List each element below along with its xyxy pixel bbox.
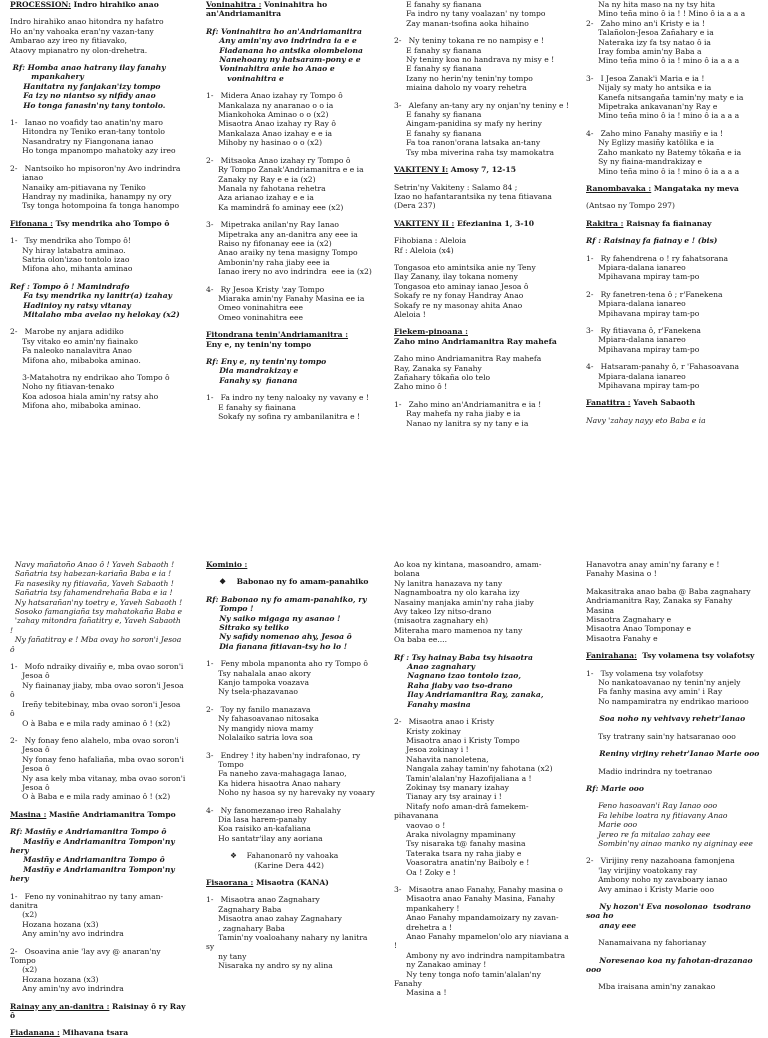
section-heading bbox=[586, 398, 762, 407]
section-heading bbox=[10, 1028, 186, 1037]
verse-text: E fanahy sy fianana Fa indro ny tany voalazan' ny tompo Zay manan-tsofina aoka hihaino bbox=[406, 0, 546, 28]
column bbox=[384, 560, 576, 1024]
column bbox=[0, 0, 192, 535]
verse-text: Mba iraisana amin'ny zanakao bbox=[586, 982, 716, 992]
verse-text: 1- Misaotra anao Zagnahary Zagnahary Baba Misaotra anao zahay Zagnahary , zagnahary Baba Tamin'ny voaloahany nahary ny lanitra sy ny tany Nisaraka ny andro sy ny alina bbox=[206, 895, 368, 971]
refrain-text: Ny hozon'i Eva nosolonao tsodrano soa ho anay eee bbox=[586, 901, 751, 930]
verse-text: Nanamaivana ny fahorianay bbox=[586, 938, 707, 948]
section-label: Fiadanana : bbox=[10, 1028, 60, 1038]
refrain-text: Soa noho ny vehivavy rehetr'Ianao bbox=[586, 714, 746, 724]
section-title: Zaho mino Andriamanitra Ray mahefa bbox=[394, 336, 557, 346]
section-label: Fiekem-pinoana : bbox=[394, 327, 468, 337]
verse-text: 4- Hatsaram-panahy ô, r 'Fahasoavana Mpiara-dalana ianareo Mpihavana mpiray tam-po bbox=[586, 362, 740, 390]
refrain-text: Rf: Voninahitra ho an'Andriamanitra Any amin'ny avo indrindra ia e e Fiadanana ho antsika olombelona Nanehoany ny hatsaram-pony e e Voninahitra anie ho Anao e voninahitra e bbox=[206, 26, 363, 83]
section-heading bbox=[10, 1002, 186, 1021]
verse-text: ❖ Babonao ny fo amam-panahiko bbox=[206, 577, 369, 587]
verse-text: 2- Ry fanetren-tena ô ; r'Fanekena Mpiara-dalana ianareo Mpihavana mpiray tam-po bbox=[586, 289, 723, 318]
verse-text: Tongasoa eto amintsika anie ny Teny Ilay Zanany, ilay tokana nomeny Tongasoa eto aminay ianao Jesoa ô Sokafy re ny fonay Handray Anao Sokafy re ny masonay ahita Anao Aleloia ! bbox=[394, 262, 536, 319]
section-heading bbox=[394, 165, 570, 174]
section-heading bbox=[394, 327, 570, 346]
section-label: Fanirahana: bbox=[586, 651, 637, 661]
section-label: VAKITENY II : bbox=[394, 218, 455, 228]
section-heading bbox=[586, 184, 762, 193]
section-label: VAKITENY I: bbox=[394, 165, 449, 175]
section-label: Voninahitra : bbox=[206, 0, 262, 9]
verse-text: ❖ Fahanonarô ny vahoaka (Karine Dera 442) bbox=[230, 851, 339, 870]
verse-text: Zaho mino Andriamanitra Ray mahefa Ray, Zanaka sy Fanahy Zañahary tôkaña olo telo Zaho mino ô ! bbox=[394, 354, 542, 392]
section-label: Kominio : bbox=[206, 560, 248, 569]
verse-text: 2- Ny fonay feno alahelo, mba ovao soron'i Jesoa ô Ny fonay feno hafaliaña, mba ovao soron'i Jesoa ô Ny asa kely mba vitanay, mba ovao soron'i Jesoa ô O à Baba e e mila rady aminao ô ! (x2) bbox=[10, 735, 186, 802]
column bbox=[192, 560, 384, 1024]
verse-text: 2- Ny teniny tokana re no nampisy e ! E fanahy sy fianana Ny teniny koa no handrava ny misy e ! E fanahy sy fianana Izany no herin'ny tenin'ny tompo miaina daholo ny voary rehetra bbox=[394, 36, 555, 93]
verse-text: 2- Misaotra anao i Kristy Kristy zokinay Misaotra anao i Kristy Tompo Jesoa zokinay i ! Nahavita nanoletena, Nangala zahay tamin'ny fahotana (x2) Tamin'alalan'ny Hazofijaliana a ! Zokinay tsy manary izahay Tianay ary tsy arainay i ! Nitafy nofo aman-drâ famekem-pihavanana vaovao o ! Araka nivolagny mpaminany Tsy nisaraka t@ fanahy masina Tateraka tsara ny raha jiaby e Voasoratra anatin'ny Baiboly e ! Oa ! Zoky e ! bbox=[394, 717, 553, 877]
refrain-text: Rf: Babonao ny fo amam-panahiko, ry Tompo ! Ny saiko migaga ny asanao ! Sitrako sy teliko Ny safidy nomenao ahy, Jesoa ô Dia fianana fitiavan-tsy ho lo ! bbox=[206, 594, 367, 651]
section-heading bbox=[394, 219, 570, 228]
section-heading bbox=[206, 878, 378, 887]
column bbox=[576, 560, 768, 1024]
section-label: Masina : bbox=[10, 809, 47, 819]
section-title: Indro hirahiko anao bbox=[70, 0, 159, 9]
verse-text: 2- Virijiny reny nazahoana famonjena 'lay virijiny voatokany ray Ambony noho ny zavaboary ianao Avy aminao i Kristy Marie ooo bbox=[586, 856, 735, 894]
verse-text: 3-Matahotra ny endrikao aho Tompo ô Noho ny fitiavan-tenako Koa adosoa hiala amin'ny ratsy aho Mifona aho, mibaboka aminao. bbox=[22, 373, 170, 411]
section-title: Tsy mendrika aho Tompo ô bbox=[52, 218, 170, 228]
column bbox=[0, 560, 192, 1038]
section-title: Masiñe Andriamanitra Tompo bbox=[46, 809, 176, 819]
verse-text: Makasitraka anao baba @ Baba zagnahary Andriamanitra Ray, Zanaka sy Fanahy Masina Misaotra Zagnahary e Misaotra Anao Tomponay e Misaotra Fanahy e bbox=[586, 586, 751, 643]
section-heading bbox=[10, 219, 186, 228]
verse-text: Madio indrindra ny toetranao bbox=[586, 766, 713, 776]
section-label: Rakitra : bbox=[586, 218, 624, 228]
section-heading bbox=[586, 651, 762, 660]
section-heading bbox=[10, 810, 186, 819]
section-title: Voninahitra ho an'Andriamanitra bbox=[206, 0, 328, 19]
verse-text: 1- Feny mbola mpanonta aho ry Tompo ô Tsy nahalala anao akory Kanjo tampoka voazava Ny tsela-phazavanao bbox=[206, 659, 368, 697]
verse-text: Tsy tratrany sain'ny hatsaranao ooo bbox=[586, 731, 736, 741]
verse-text: 2- Osoavina anie 'lay avy @ anaran'ny Tompo (x2) Hozana hozana (x3) Any amin'ny avo indrindra bbox=[10, 946, 161, 994]
refrain-text: Rf: Masiñy e Andriamanitra Tompo ô Masiñy e Andriamanitra Tompon'ny hery Masiñy e Andriamanitra Tompo ô Masiñy e Andriamanitra Tompon'ny hery bbox=[10, 827, 175, 884]
section-label: Rainay any an-danitra : bbox=[10, 1001, 110, 1011]
refrain-text: Reniny virjiny rehetr'Ianao Marie ooo bbox=[586, 749, 760, 759]
verse-text: 3- Alefany an-tany ary ny onjan'ny teniny e ! E fanahy sy fianana Aingam-panidina sy mafy ny heriny E fanahy sy fianana Fa toa ranon'orana latsaka an-tany Tsy mba miverina raha tsy mamokatra bbox=[394, 100, 569, 157]
verse-text: 2- Toy ny fanilo manazava Ny fahasoavanao nitosaka Ny mangidy niova mamy Nolalaiko satria lova soa bbox=[206, 704, 319, 743]
column bbox=[576, 0, 768, 535]
verse-text: 4- Ny fanomezanao ireo Rahalahy Dia lasa harem-panahy Koa raisiko an-kafaliana Ho santatr'ilay any aoriana bbox=[206, 805, 341, 843]
verse-text: (Antsao ny Tompo 297) bbox=[586, 201, 675, 211]
verse-text: Setrin'ny Vakiteny : Salamo 84 ; Izao no hafantarantsika ny tena fitiavana (Dera 237) bbox=[394, 182, 552, 211]
refrain-text: Navy mañatoño Anao ô ! Yaveh Sabaoth ! Sañatria tsy habezan-kariaña Baba e ia ! Fa nasesiky ny fitiavaña, Yaveh Sabaoth ! Sañatria tsy fahamendrehaña Baba e ia ! Ny hatsarañan'ny toetry e, Yaveh Sabaoth ! Sosoko famangiaña tsy mahatokaña Baba e 'zahay mitondra fañatitry e, Yaveh Sabaoth ! Ny fañatitray e ! Mba ovay ho soron'i Jesoa ô bbox=[10, 560, 183, 654]
verse-text: Na ny hita maso na ny tsy hita Mino teña mino ô ia ! ! Mino ô ia a a a 2- Zaho mino an'i Kristy e ia ! Talañolon-Jesoa Zañahary e ia Nateraka izy fa tsy natao ô ia Iray fomba amin'ny Baba a Mino teña mino ô ia ! mino ô ia a a a bbox=[586, 0, 746, 66]
section-heading bbox=[206, 0, 378, 19]
section-title: Mangataka ny meva bbox=[651, 183, 739, 193]
verse-text: 3- I Jesoa Zanak'i Maria e ia ! Nijaly sy maty ho antsika e ia Kanefa nitsangaña tamin'ny maty e ia Mipetraka ankavanan'ny Ray e Mino teña mino ô ia ! mino ô ia a a a bbox=[586, 73, 744, 121]
verse-text: 3- Endrey ! ity haben'ny indrafonao, ry Tompo Fa naneho zava-mahagaga Ianao, Ka hidera hisaotra Anao nahary Noho ny hasoa sy ny harevaky ny voaary bbox=[206, 750, 375, 798]
section-title: Amosy 7, 12-15 bbox=[448, 165, 516, 175]
verse-text: 1- Tsy volamena tsy volafotsy No nankatoavanao ny tenin'ny anjely Fa fanhy masina avy amin' i Ray No nampamiratra ny endrikao mariooo bbox=[586, 668, 749, 706]
verse-text: 3- Mipetraka anilan'ny Ray Ianao Mipetraka any an-danitra any eee ia Raiso ny fifonanay eee ia (x2) Anao araiky ny tena masigny Tompo Ambonin'ny raha jiaby eee ia Ianao irery no avo indrindra eee ia (x2) bbox=[206, 220, 372, 277]
column bbox=[192, 0, 384, 535]
verse-text: Indro hirahiko anao hitondra ny hafatro Ho an'ny vahoaka eran'ny vazan-tany Ambarao azy ireo ny fitiavako, Ataovy mpianatro ny olon-drehetra. bbox=[10, 17, 164, 55]
verse-text: 2- Marobe ny anjara adidiko Tsy vitako eo amin'ny fiainako Fa naleoko nanalavitra Anao Mifona aho, mibaboka aminao. bbox=[10, 327, 141, 365]
verse-text: 4- Zaho mino Fanahy masiñy e ia ! Ny Eglizy masiñy katôlika e ia Zaho mankato ny Batemy tôkaña e ia Sy ny fiaina-mandrakizay e Mino teña mino ô ia ! mino ô ia a a a bbox=[586, 128, 742, 176]
refrain-text: Rf: Homba anao hatrany ilay fanahy mpankahery Hanitatra ny fanjakan'izy tompo Fa izy no niantso sy nifidy anao Ho tonga fanasin'ny tany tontolo. bbox=[12, 63, 166, 110]
section-title: Tsy volamena tsy volafotsy bbox=[636, 651, 755, 661]
section-label: Ranombavaka : bbox=[586, 183, 652, 193]
verse-text: 3- Ry fitiavana ô, r'Fanekena Mpiara-dalana ianareo Mpihavana mpiray tam-po bbox=[586, 325, 701, 354]
verse-text: 1- Tsy mendrika aho Tompo ô! Ny hiray latabatra aminao. Satria olon'izao tontolo izao Mifona aho, mihanta aminao bbox=[10, 236, 133, 274]
section-title: Raisinay ô ry Ray ô bbox=[10, 1001, 186, 1021]
verse-text: Ao koa ny kintana, masoandro, amam- bolana Ny lanitra hanazava ny tany Nagnamboatra ny olo karaha izy Nasainy manjaka amin'ny raha jiaby Avy takeo Izy nitso-drano (misaotra zagnahary eh) Miteraha maro mamenoa ny tany Oa baba ee.... bbox=[394, 560, 542, 645]
section-heading bbox=[586, 219, 762, 228]
refrain-text: Rf : Tsy hainay Baba tsy hisaotra Anao zagnahary Nagnano izao tontolo izao, Raha jiaby vao tso-drano Ilay Andriamanitra Ray, zanaka, Fanahy masina bbox=[394, 652, 544, 709]
section-title: Raisnay fa fiainanay bbox=[623, 218, 712, 228]
refrain-text: Ref : Tompo ô ! Mamindrafo Fa tsy mendrika ny lanitr(a) izahay Hadinioy ny ratsy vitanay Mitalaho mba avelao ny helokay (x2) bbox=[10, 281, 180, 319]
section-title: Mihavana tsara bbox=[59, 1028, 129, 1038]
section-title: Misaotra (KANA) bbox=[253, 877, 329, 887]
section-label: Fitondrana tenin'Andriamanitra : bbox=[206, 330, 349, 340]
section-title: Efezianina 1, 3-10 bbox=[454, 218, 535, 228]
verse-text: 1- Fa indro ny teny naloaky ny vavany e ! E fanahy sy fiainana Sokafy ny sofina ry ambanilanitra e ! bbox=[206, 393, 369, 422]
verse-text: 1- Ry fahendrena o ! ry fahatsorana Mpiara-dalana ianareo Mpihavana mpiray tam-po bbox=[586, 253, 728, 282]
verse-text: 4- Ry Jesoa Kristy 'zay Tompo Miaraka amin'ny Fanahy Masina ee ia Omeo voninahitra eee Omeo voninahitra eee bbox=[206, 284, 365, 322]
verse-text: 1- Mofo ndraiky divaiñy e, mba ovao soron'i Jesoa ô Ny fiainanay jiaby, mba ovao soron'i Jesoa ô Ireñy tebitebinay, mba ovao soron'i Jesoa ô O à Baba e e mila rady aminao ô ! (x2) bbox=[10, 662, 184, 728]
section-label: Fisaorana : bbox=[206, 877, 254, 887]
verse-text: 2- Nantsoiko ho mpisoron'ny Avo indrindra ianao Nanaiky am-pitiavana ny Teniko Handray ny madinika, hanampy ny ory Tsy tonga hotompoina fa tonga hanompo bbox=[10, 163, 181, 211]
verse-text: 1- Ianao no voafidy tao anatin'ny maro Hitondra ny Teniko eran-tany tontolo Nasandratry ny Fiangonana ianao Ho tonga mpanompo mahatoky azy ireo bbox=[10, 118, 176, 156]
refrain-text: Navy 'zahay nayy eto Baba e ia bbox=[586, 415, 706, 425]
section-label: Fifonana : bbox=[10, 218, 53, 228]
column bbox=[384, 0, 576, 535]
verse-text: Hanavotra anay amin'ny farany e ! Fanahy Masina o ! bbox=[586, 560, 720, 579]
refrain-text: Feno hasoavan'i Ray Ianao ooo Fa lehibe loatra ny fitiavany Anao Marie ooo Jereo re fa mitalao zahay eee Sombin'ny ainao manko ny aigninay eee bbox=[598, 801, 753, 848]
refrain-text: Noresenao koa ny fahotan-drazanao ooo bbox=[586, 955, 756, 974]
verse-text: 1- Zaho mino an'Andriamanitra e ia ! Ray mahefa ny raha jiaby e ia Nanao ny lanitra sy ny tany e ia bbox=[394, 399, 542, 428]
section-heading bbox=[10, 0, 186, 9]
verse-text: 1- Feno ny voninahitrao ny tany aman-danitra (x2) Hozana hozana (x3) Any amin'ny avo indrindra bbox=[10, 891, 164, 939]
refrain-text: Rf: Marie ooo bbox=[586, 783, 644, 793]
section-heading bbox=[206, 330, 378, 349]
verse-text: 2- Mitsaoka Anao izahay ry Tompo ô Ry Tompo Zanak'Andriamanitra e e ia Zanaky ny Ray e e ia (x2) Manala ny fahotana rehetra Aza arianao izahay e e ia Ka mamindrâ fo aminay eee (x2) bbox=[206, 155, 364, 212]
verse-text: Fihobiana : Aleloia Rf : Aleloia (x4) bbox=[394, 236, 467, 255]
section-title: Eny e, ny tenin'ny tompo bbox=[206, 339, 312, 349]
bottom-band bbox=[0, 560, 768, 1038]
verse-text: 1- Midera Anao izahay ry Tompo ô Mankalaza ny anaranao o o ia Miankohoka Aminao o o (x2) Misaotra Anao izahay ry Ray ô Mankalaza Anao izahay e e ia Mihoby ny hasinao o o (x2) bbox=[206, 91, 343, 148]
refrain-text: Rf : Raisinay fa fiainay e ! (bis) bbox=[586, 236, 718, 246]
section-title: Yaveh Sabaoth bbox=[630, 398, 696, 408]
refrain-text: Rf: Eny e, ny tenin'ny tompo Dia mandrakizay e Fanahy sy fianana bbox=[206, 357, 327, 385]
section-label: PROCESSION: bbox=[10, 0, 71, 9]
verse-text: 3- Misaotra anao Fanahy, Fanahy masina o Misaotra anao Fanahy Masina, Fanahy mpankahery ! Anao Fanahy mpandamoizary ny zavan- drehetra a ! Anao Fanahy mpamelon'olo ary niaviana a ! Ambony ny avo indrindra nampitambatra ny Zanakao aminay ! Ny teny tonga nofo tamin'alalan'ny Fanahy Masina a ! bbox=[394, 885, 569, 998]
section-label: Fanatitra : bbox=[586, 398, 631, 408]
section-heading bbox=[206, 560, 378, 569]
